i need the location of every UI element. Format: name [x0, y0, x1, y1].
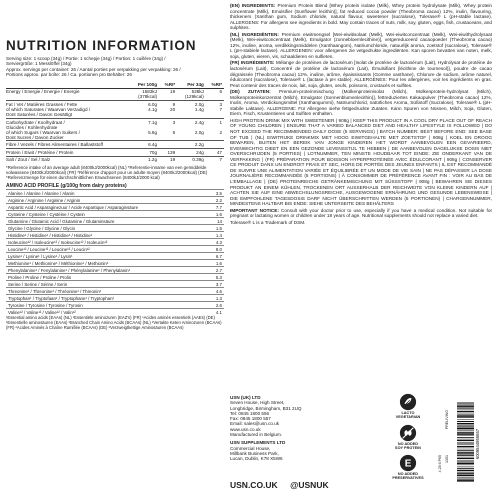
amino-row: [6, 204, 224, 211]
no-added-preservatives-icon: [399, 454, 417, 472]
amino-name: Glycine / Glycine / Glycine / Glycin: [6, 225, 196, 232]
barcode-bar: [457, 446, 474, 448]
barcode-bar: [457, 415, 474, 416]
amino-value: 1.5: [196, 225, 224, 232]
amino-value: 1.6: [196, 260, 224, 267]
icon-label: LACTO VEGETARIAN: [395, 411, 421, 420]
nutrition-cell-v1: 6.0g 4.1g: [130, 101, 159, 119]
barcode-bar: [457, 480, 474, 482]
nutrition-row: [6, 149, 224, 157]
lacto-vegetarian-badge: [386, 393, 430, 420]
amino-name: Tyrosine / Tyrosine / Tyrosine / Tyrosin: [6, 302, 196, 309]
address-line: Longbridge, Birmingham, B31 2UQ: [230, 405, 302, 411]
amino-row: [6, 246, 224, 253]
amino-row: [6, 288, 224, 295]
nutrition-title: NUTRITION INFORMATION: [6, 38, 197, 53]
amino-value: 6.7: [196, 253, 224, 260]
barcode-bar: [457, 403, 474, 404]
amino-value: 4.1: [196, 309, 224, 316]
address-line: Seven House, High Street,: [230, 400, 285, 406]
amino-row: [6, 225, 224, 232]
nutrition-cell-label: Carbohydrate / Koolhydraat / Glucides / Kohlenhydrate of which Sugars / Waarvan Suikers / Dont Sucres / Davon Zucker: [6, 118, 130, 141]
barcode-bar: [457, 454, 474, 455]
no-added-soy-protein-icon: [399, 424, 417, 442]
amino-name: Histidine¹ / Histidine¹ / Histidine¹ / Histidine¹: [6, 232, 196, 239]
icon-label: NO ADDED PRESERVATIVES: [392, 472, 424, 481]
barcode-bar: [457, 407, 474, 408]
amino-name: Leucine¹² / Leucine¹² / Leucine¹² / Leucin¹²: [6, 246, 196, 253]
barcode-bar: [457, 458, 474, 460]
amino-table: [6, 189, 224, 315]
nutrition-cell-label: Protein / Eiwit / Protéine / Protein: [6, 149, 130, 157]
nutrition-cell-v1: 7.1g 5.8g: [130, 118, 159, 141]
barcode-bar: [457, 440, 474, 442]
important-notice: IMPORTANT NOTICE: Consult with your doctor prior to use, especially if you have a medical condition. Not suitable for pregnant or lactating women or children under 18 years of age. Nutritional supplements should not replace a varied diet.: [230, 207, 492, 219]
barcode-bar: [457, 414, 474, 415]
side-code-1: PRELIVING: [445, 410, 449, 430]
amino-name: Isoleucine¹² / Isoleucine¹² / Isoleucine¹² / Isoleucin¹²: [6, 239, 196, 246]
amino-value: 1.3: [196, 295, 224, 302]
barcode-bar: [457, 411, 474, 413]
nutrition-cell-v1: 1.2g: [130, 156, 159, 163]
nutrition-cell-v2: 24g: [177, 149, 206, 157]
amino-title: AMINO ACID PROFILE (g/100g from dairy proteins): [6, 183, 127, 190]
barcode-bar: [457, 408, 474, 409]
nutrition-cell-v2: 2.0g 1.4g: [177, 101, 206, 119]
usn-supplements-address: [230, 440, 380, 461]
nutrition-cell-v2: 0.39g: [177, 156, 206, 163]
amino-name: Aspartic Acid / Asparaginezuur / Acide Aspartique / Asparaginsäure: [6, 204, 196, 211]
amino-name: Alanine / Alanine / Alanine / Alanin: [6, 190, 196, 197]
barcode-bar: [457, 472, 474, 473]
ingredients-fr: (FR) INGRÉDIENTS: Mélange de protéines de lactosérum [Isolat de protéine de lactosérum (Lait), Hydrolysat de protéine de lactosérum (Lait), Concentré de protéine de lactosérum (Lait), Émulsifiant (lécithine de tournesol)], poudre de cacao dégraissée (Theobroma cacao) 12%, inuline, arôme, épaississants (Gomme xanthane), Chlorure de sodium, arôme naturel, édulcorant (sucralose), Tolerase® L (lactase à pH stable). ALLERGÈNES: Pour les allergènes, voir les ingrédients en gras. Peut contenir des traces de noix, lait, soja, gluten, oeufs, poissons, crustacés et sulfites.: [230, 60, 492, 88]
barcode-digits: 6009544955657: [475, 428, 480, 460]
amino-name: Serine / Serine / Sérine / Serin: [6, 281, 196, 288]
amino-value: 2.2: [196, 197, 224, 204]
barcode-bar: [457, 462, 474, 463]
left-column: [6, 6, 224, 331]
diet-icons: [386, 393, 430, 485]
amino-value: 8.0: [196, 246, 224, 253]
amino-notes: ¹Essential amino acids (EAAs) (NL) ¹Essentiële aminozuren (EAZ's) (FR) ¹Acides aminés essentiels (AAEs) (DE) ¹Essentielle aminosäuren (EAAs) ²Branched Chain Amino Acids (BCAAs) (NL) ²Vertakte Keten Aminozuren (BCAAs) (FR) ²Acides Aminés à Chaîne Ramifiée (BCAAs) (DE) ²Verzweigtkettige Aminosäuren (BCAAs): [6, 315, 222, 330]
amino-row: [6, 218, 224, 225]
barcode-bar: [457, 442, 474, 443]
lacto-vegetarian-icon: [399, 393, 417, 411]
nutrition-cell-label: Energy / Energie / Energie / Energie: [6, 89, 80, 95]
nutrition-row: [6, 88, 224, 101]
barcode-bar: [457, 405, 474, 407]
nutrition-cell-r1: 9 20: [159, 101, 177, 119]
amino-row: [6, 281, 224, 288]
barcode-bar: [457, 461, 474, 462]
amino-value: 4.6: [196, 288, 224, 295]
address-line: Lucan, Dublin, K78 X5W6: [230, 456, 283, 462]
serving-line: Approx. servings per container: 26 / Aantal porties per verpakking per verpakking: 26 /: [6, 66, 181, 72]
no-added-soy-badge: [386, 424, 430, 451]
website-url[interactable]: USN.CO.UK @USNUK: [230, 480, 329, 490]
barcode-bar: [457, 452, 474, 454]
barcode-bar: [457, 463, 474, 465]
barcode-bar: [457, 477, 474, 478]
amino-value: 7.7: [196, 204, 224, 211]
barcode-bar: [457, 479, 474, 480]
amino-name: Phenylalanine¹ / Fenylalanine¹ / Phénylalanine¹ / Phenylalanin¹: [6, 267, 196, 274]
address-line: Tel: 0845 1800 556: [230, 410, 270, 416]
amino-name: Proline / Proline / Proline / Prolin: [6, 274, 196, 281]
address-line: Email: sales@usn.co.uk: [230, 421, 280, 427]
barcode-bar: [457, 449, 474, 450]
barcode-bar: [457, 432, 474, 433]
nutrition-cell-v1: 70g: [130, 149, 159, 157]
amino-name: Arginine / Arginine / Arginine / Arginin: [6, 197, 196, 204]
amino-row: [6, 274, 224, 281]
amino-name: Glutamine / Glutamic Acid / Glutamine / Glutaminsäure: [6, 218, 196, 225]
nutrition-cell-r1: [159, 141, 177, 149]
serving-line: Serving size: 1 scoop (34g) / Portie: 1 schepje (34g) / Portion: 1 cuillère (34g) /: [6, 56, 166, 61]
barcode-bar: [457, 433, 474, 435]
amino-name: Lysine¹ / Lysine¹ / Lysine¹ / Lysin¹: [6, 253, 196, 260]
icon-label: NO ADDED SOY PROTEIN: [395, 441, 421, 450]
address-line: USN SUPPLEMENTS LTD: [230, 440, 286, 446]
amino-value: 2.6: [196, 302, 224, 309]
amino-value: 3.7: [196, 281, 224, 288]
amino-row: [6, 260, 224, 267]
nutrition-row: [6, 141, 224, 149]
serving-line: Portions approx. par boîte: 26 / Ca. portionen pro Behälter: 26: [6, 72, 132, 78]
nutrition-cell-v2: 2.2g: [177, 141, 206, 149]
barcode-bar: [457, 470, 474, 472]
side-code-3: 4 28 6 P65: [438, 455, 442, 473]
amino-row: [6, 253, 224, 260]
address-line: www.usn.co.uk: [230, 426, 261, 432]
nutrition-row: [6, 156, 224, 163]
amino-row: [6, 267, 224, 274]
nutrition-cell-r2: 1 2: [206, 118, 224, 141]
nutrition-table: [6, 81, 224, 164]
amino-row: [6, 211, 224, 218]
amino-row: [6, 232, 224, 239]
nutrition-cell-r2: 3 7: [206, 101, 224, 119]
barcode-bar: [457, 468, 474, 469]
nutrition-cell-label: Fat / Vet / Matières Grasses / Fette of which Saturates / Waarvan Verzadigd / Dont Saturées / Davon Gesättigt: [6, 101, 130, 119]
nutrition-cell-v1: 1583kJ (378kcal): [138, 89, 158, 100]
svg-text:E: E: [404, 458, 412, 470]
barcode-bar: [457, 425, 474, 426]
barcode-bar: [457, 450, 474, 451]
ingredients-en: (EN) INGREDIENTS: Premium Protein Blend [Whey protein isolate (Milk), Whey protein hydrolysate (Milk), Whey protein concentrate (Milk), Emulsifier (Sunflower lecithin)], fat reduced cocoa powder (Theobroma cacao) 12%, inulin, flavouring, thickeners (Xanthan gum, Sodium chloride, natural flavour, sweetener (sucralose), Tolerase® L (pH-stable lactase). ALLERGENS: For allergens see ingredients in bold. May contain traces of nuts, milk, soy, gluten, eggs, fish, crustaceans, and sulphites.: [230, 3, 493, 31]
amino-name: Tryptophan¹ / Tryptofaan¹ / Tryptophane¹ / Tryptophan¹: [6, 295, 196, 302]
amino-value: 2.7: [196, 267, 224, 274]
barcode-bar: [457, 428, 474, 430]
nutrition-cell-label: Fibre / Vezels / Fibres Alimentaires / Ballaststoff: [6, 141, 130, 149]
ingredients-block: [230, 3, 492, 225]
barcode-bar: [457, 435, 474, 436]
barcode-bar: [457, 437, 474, 438]
barcode-bar: [457, 430, 474, 431]
barcode: [455, 400, 485, 488]
barcode-bar: [457, 421, 474, 422]
amino-row: [6, 295, 224, 302]
amino-row: [6, 302, 224, 309]
nutrition-cell-v1: 6.4g: [130, 141, 159, 149]
amino-value: 5.3: [196, 274, 224, 281]
nutrition-row: [6, 118, 224, 141]
amino-name: Threonine¹ / Threonine¹ / Thréonine¹ / Threonin¹: [6, 288, 196, 295]
serving-info: [6, 56, 224, 78]
header-per-34g: Per 34g: [177, 81, 206, 89]
ingredients-de: (DE) ZUTATEN: Premium-proteinmischung (Molkenproteinisolat (Milch), Molkenprotein-hydrolysat (Milch), Molkenproteinkonzentrat (Milch), Emulgator (Sonnenblumenlecithin)], fettreduziertes Kakaopulver (Theobroma cacao) 12%, Inulin, Aroma, Verdickungsmittel (Xanthangummi), Natriumchlorid, natürliches Aroma, Süßstoff (Sucralose), Tolerase® L (pH-stabile Laktase). ALLERGENE: Für Allergene siehe fettgedruckte Zutaten. Kann Spuren von Nüssen, Milch, Soja, Gluten, Eiern, Fisch, Krustentieren und Sulfiten enthalten.: [230, 89, 492, 117]
amino-row: [6, 197, 224, 204]
nutrition-cell-r2: 47: [206, 149, 224, 157]
address-line: Commercial House,: [230, 445, 271, 451]
nutrition-row: [6, 101, 224, 119]
amino-value: 3.5: [196, 190, 224, 197]
header-ri-2: %RI*: [206, 81, 224, 89]
usn-uk-address: [230, 395, 380, 437]
nutrition-cell-r1: 19: [170, 89, 176, 95]
barcode-bar: [457, 466, 474, 467]
header-per-100g: Per 100g: [130, 81, 159, 89]
barcode-bar: [457, 416, 474, 418]
barcode-bar: [457, 426, 474, 427]
amino-value: 1.6: [196, 211, 224, 218]
amino-row: [6, 190, 224, 197]
nutrition-cell-r1: 139: [159, 149, 177, 157]
nutrition-cell-v2: 538kJ (129kcal): [184, 89, 204, 100]
amino-name: Cysteine / Cysteine / Cystéine / Cystein: [6, 211, 196, 218]
nutrition-cell-r1: 3 6: [159, 118, 177, 141]
barcode-bar: [457, 419, 474, 420]
amino-row: [6, 239, 224, 246]
barcode-bar: [457, 473, 474, 474]
serving-line: Serviergröße: 1 Messlöffel (34g): [6, 61, 72, 67]
address-line: Fax: 0845 1800 557: [230, 416, 271, 422]
right-column: [230, 3, 492, 226]
nutrition-cell-v2: 2.4g 2.0g: [177, 118, 206, 141]
barcode-bar: [457, 444, 474, 445]
nutrition-cell-r2: [206, 141, 224, 149]
company-info: [230, 395, 380, 462]
barcode-bar: [457, 455, 474, 456]
no-added-preservatives-badge: [386, 454, 430, 481]
nutrition-cell-r1: 19: [159, 156, 177, 163]
nutrition-cell-r2: 6: [219, 89, 222, 95]
social-handle: @USNUK: [290, 480, 329, 490]
barcode-bar: [457, 423, 474, 425]
ingredients-nl: (NL) INGREDIËNTEN: Premium eiwitmengsel [Wei-eiwitisolaat (Melk), Wei-eiwitconcentraat (Melk), Wei-eiwithydrolysaat (Melk), Wei-eiwitconcentraat (Melk), Emulgator (zonnebloemlecithine)], vetgereduceerd cacaopoeder (Theobroma cacao) 12%, inuline, aroma, verdikkingsmiddelen (Xanthaangom), Natriumchloride, natuurlijk aroma, zoetstof (sucralose), Tolerase® L (pH-stabiele lactase). ALLERGENEN: voor allergenen zie vetgedrukte ingrediënten. Kan sporen bevatten van noten, melk, soja, gluten, eieren, vis, schaaldieren en sulfieten.: [230, 31, 492, 59]
barcode-bar: [457, 475, 474, 477]
amino-name: Methionine¹ / Methionine¹ / Méthionine¹ / Methionin¹: [6, 260, 196, 267]
nutrition-cell-label: Salt / Zout / Sel / Salz: [6, 156, 130, 163]
amino-value: 1.4: [196, 232, 224, 239]
amino-value: 14: [196, 218, 224, 225]
nutrition-cell-r2: 7: [206, 156, 224, 163]
header-ri-1: %RI*: [159, 81, 177, 89]
address-line: Manufactured in Belgium.: [230, 432, 283, 438]
amino-value: 4.3: [196, 239, 224, 246]
barcode-bar: [457, 402, 474, 403]
address-line: Millbank Business Park,: [230, 450, 279, 456]
usage-info: HIGH PROTEIN DRINK MIX WITH SWEETENER | 908g | KEEP THIS PRODUCT IN A COOL DRY PLACE OUT OF REACH OF YOUNG CHILDREN | ENSURE THAT A VARIED BALANCED DIET AND HEALTHY LIFESTYLE IS FOLLOWED | DO NOT EXCEED THE RECOMMENDED DAILY DOSE (5 SERVINGS) | BATCH NUMBER: BEST BEFORE END: SEE BASE OF TUB | (NL) EIWITRIJKE DRINKMIX MET HOOG EIWITGEHALTE MET ZOETSTOF | 908g | KOEL EN DROOG BEWAREN, BUITEN HET BEREIK VAN JONGE KINDEREN HET WORDT AANBEVOLEN EEN GEVARIEERD, EVENWICHTIG DIEET EN EEN GEZONDE LEVENSSTIJL TE HEBBEN | DE AANBEVOLEN DAGELIJKSE DOSIS NIET OVERSCHRIJDEN (5 PORTIES) | LOTNUMMER, TEN MINSTE HOUDBAAR TOT EINDE: ZIE ONDERKANT VAN DE VERPAKKING | (FR) PRÉPARATION POUR BOISSON HYPERPROTÉINÉE AVEC ÉDULCORANT | 908g | CONSERVER CE PRODUIT DANS UN ENDROIT FRAIS ET SEC, HORS DE PORTÉE DES JEUNES ENFANTS | IL EST RECOMMANDÉ DE SUIVRE UNE ALIMENTATION VARIÉE ET ÉQUILIBRÉE ET UN MODE DE VIE SAIN | NE PAS DÉPASSER LA DOSE JOURNALIÈRE RECOMMANDÉE (5 PORTIONS) | À CONSOMMER DE PRÉFÉRENCE AVANT FIN : VOIR AU BAS DE L'EMBALLAGE | (DE) PROTEINREICHE GETRÄNKEMISCHUNG MIT SÜSSSTOFF | 908g | BEWAHREN SIE DIESES PRODUKT AN EINEM KÜHLEN, TROCKENEN ORT AUSSERHALB DER REICHWEITE VON KLEINE KINDERN AUF | ACHTEN SIE AUF EINE ABWECHSLUNGSREICHE, AUSGEWOGENE ERNÄHRUNG UND GESUNDE LEBENSWEISE | DIE EMPFOHLENE TAGESDOSIS DARF NICHT ÜBERSCHRITTEN WERDEN (5 PORTIONEN) | CHARGENNUMMER, MINDESTENS HALTBAR BIS ENDE: SIEHE UNTERSEITE DES BEHÄLTERS: [230, 117, 492, 207]
side-code-2: 1351: [445, 455, 449, 463]
tolerase-note: Tolerase® L is a Trademark of DSM.: [230, 219, 306, 225]
address-line: USN (UK) LTD: [230, 395, 261, 400]
reference-intake-note: *Reference intake of an average adult (8400kJ/2000kcal) (NL) *Referentie-inname van een gemiddelde volwassene (8400kJ/2000kcal) (FR) *Référence d'apport pour un adulte moyen (8400kJ/2000kcal) (DE) *Referenzmenge für einen durchschnittlichen Erwachsenen (8400kJ/2000 kcal): [6, 165, 208, 181]
amino-name: Valine¹² / Valine¹² / Valine¹² / Valin¹²: [6, 309, 196, 316]
